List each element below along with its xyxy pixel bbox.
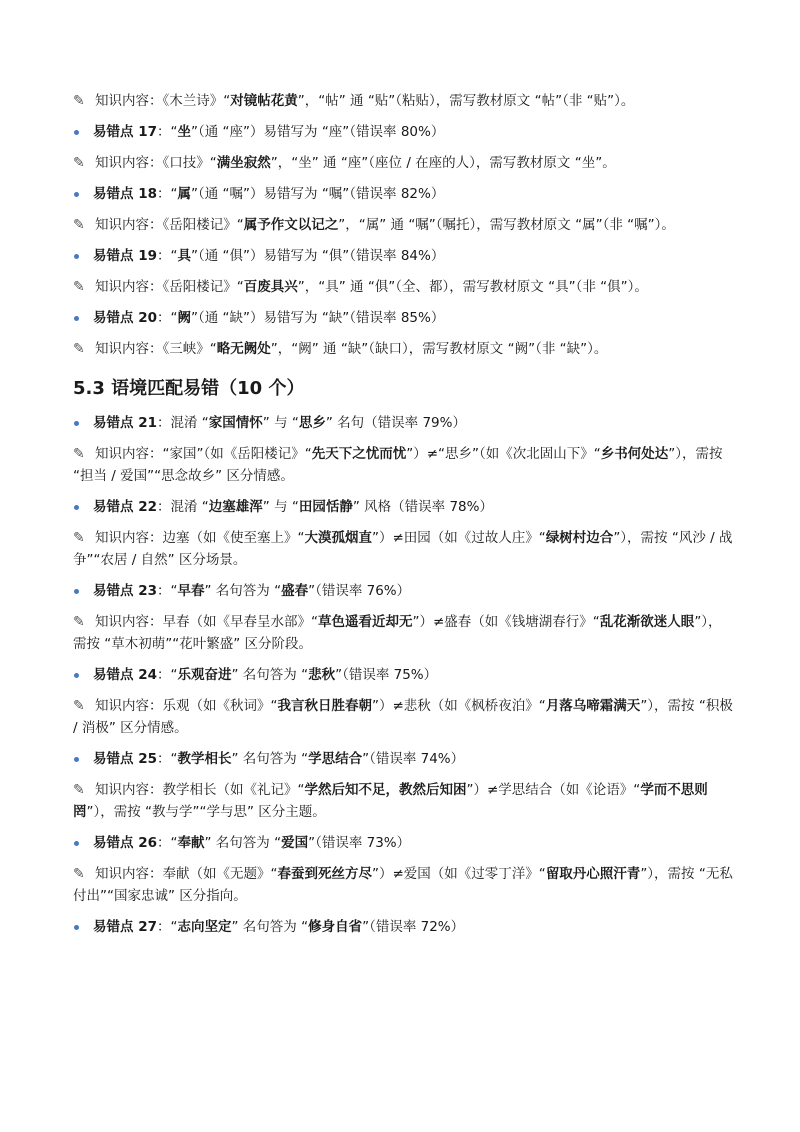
pencil-icon: ✎ xyxy=(73,217,85,233)
text-run: ”），需按 “担当 / 爱国”“思念故乡” 区分情感。 xyxy=(73,446,723,484)
bold-text: 坐 xyxy=(177,124,191,140)
bold-text: 满坐寂然 xyxy=(216,155,271,171)
bold-text: 教学相长 xyxy=(177,751,232,767)
bold-text: 易错点 23 xyxy=(93,583,157,599)
text-run: 知识内容：奉献（如《无题》“ xyxy=(95,866,278,882)
error-point-item xyxy=(73,748,733,770)
text-run: ：混淆 “ xyxy=(157,415,209,431)
text-run: ：“ xyxy=(157,835,178,851)
bold-text: 易错点 19 xyxy=(93,248,157,264)
knowledge-note xyxy=(73,276,733,298)
error-point-item xyxy=(73,916,733,938)
knowledge-note xyxy=(73,338,733,360)
text-run: 知识内容：《岳阳楼记》“ xyxy=(95,279,244,295)
bullet-dot-icon xyxy=(74,673,79,678)
bullet-dot-icon xyxy=(74,254,79,259)
bold-text: 属 xyxy=(177,186,191,202)
bold-text: 月落乌啼霜满天 xyxy=(545,698,641,714)
error-point-item xyxy=(73,580,733,602)
bold-text: 易错点 22 xyxy=(93,499,157,515)
bold-text: 乱花渐欲迷人眼 xyxy=(599,614,695,630)
bold-text: 易错点 25 xyxy=(93,751,157,767)
text-run: ” 与 “ xyxy=(262,415,299,431)
bullet-dot-icon xyxy=(74,316,79,321)
knowledge-note xyxy=(73,152,733,174)
bold-text: 阙 xyxy=(177,310,191,326)
text-run: ”），需按 “积极 / 消极” 区分情感。 xyxy=(73,698,733,736)
bullet-dot-icon xyxy=(74,841,79,846)
bold-text: 易错点 27 xyxy=(93,919,157,935)
bold-text: 乡书何处达 xyxy=(600,446,669,462)
text-run: ” 风格（错误率 78%） xyxy=(352,499,493,515)
error-point-item xyxy=(73,121,733,143)
knowledge-note xyxy=(73,863,733,907)
text-run: ”）≠爱国（如《过零丁洋》“ xyxy=(372,866,546,882)
text-run: ：“ xyxy=(157,583,178,599)
text-run: ” 名句答为 “ xyxy=(204,583,282,599)
text-run: ”）≠学思结合（如《论语》“ xyxy=(466,782,641,798)
text-run: ”（错误率 74%） xyxy=(362,751,465,767)
bold-text: 我言秋日胜春朝 xyxy=(277,698,372,714)
text-run: ”，“具” 通 “俱”（全、都），需写教材原文 “具”（非 “俱”）。 xyxy=(297,279,648,295)
bullet-dot-icon xyxy=(74,421,79,426)
text-run: 知识内容：《岳阳楼记》“ xyxy=(95,217,244,233)
bold-text: 学而不思则罔 xyxy=(73,782,708,820)
bullet-dot-icon xyxy=(74,589,79,594)
bullet-dot-icon xyxy=(74,925,79,930)
text-run: ”（通 “座”）易错写为 “座”（错误率 80%） xyxy=(191,124,445,140)
text-run: ”（错误率 75%） xyxy=(335,667,438,683)
pencil-icon: ✎ xyxy=(73,279,85,295)
error-point-item xyxy=(73,832,733,854)
bold-text: 易错点 18 xyxy=(93,186,157,202)
text-run: ”，“阙” 通 “缺”（缺口），需写教材原文 “阙”（非 “缺”）。 xyxy=(270,341,608,357)
text-run: 知识内容：边塞（如《使至塞上》“ xyxy=(95,530,305,546)
bold-text: 悲秋 xyxy=(308,667,336,683)
error-point-item xyxy=(73,496,733,518)
bold-text: 学思结合 xyxy=(308,751,363,767)
text-run: ”），需按 “无私付出”“国家忠诚” 区分指向。 xyxy=(73,866,733,904)
text-run: ”，“帖” 通 “贴”（粘贴），需写教材原文 “帖”（非 “贴”）。 xyxy=(297,93,635,109)
bullet-dot-icon xyxy=(74,505,79,510)
bold-text: 学然后知不足，教然后知困 xyxy=(304,782,467,798)
pencil-icon: ✎ xyxy=(73,866,85,882)
pencil-icon: ✎ xyxy=(73,155,85,171)
text-run: ”（错误率 72%） xyxy=(362,919,465,935)
pencil-icon: ✎ xyxy=(73,341,85,357)
bold-text: 盛春 xyxy=(281,583,309,599)
text-run: ” 名句答为 “ xyxy=(231,751,309,767)
knowledge-note xyxy=(73,90,733,112)
knowledge-note xyxy=(73,611,733,655)
bold-text: 易错点 20 xyxy=(93,310,157,326)
text-run: 知识内容：早春（如《早春呈水部》“ xyxy=(95,614,318,630)
bold-text: 奉献 xyxy=(177,835,205,851)
text-run: ：“ xyxy=(157,124,178,140)
bold-text: 易错点 26 xyxy=(93,835,157,851)
bold-text: 属予作文以记之 xyxy=(243,217,339,233)
text-run: ” 与 “ xyxy=(262,499,299,515)
bullet-dot-icon xyxy=(74,192,79,197)
pencil-icon: ✎ xyxy=(73,446,85,462)
text-run: ”）≠盛春（如《钱塘湖春行》“ xyxy=(412,614,600,630)
knowledge-note xyxy=(73,779,733,823)
bold-text: 先天下之忧而忧 xyxy=(311,446,407,462)
section-heading xyxy=(73,376,733,402)
text-run: ”（通 “嘱”）易错写为 “嘱”（错误率 82%） xyxy=(191,186,445,202)
text-run: ”）≠田园（如《过故人庄》“ xyxy=(372,530,546,546)
pencil-icon: ✎ xyxy=(73,614,85,630)
bold-text: 思乡 xyxy=(298,415,326,431)
error-point-item xyxy=(73,183,733,205)
pencil-icon: ✎ xyxy=(73,93,85,109)
error-point-item xyxy=(73,412,733,434)
text-run: 知识内容：《口技》“ xyxy=(95,155,217,171)
text-run: ：“ xyxy=(157,919,178,935)
text-run: ：混淆 “ xyxy=(157,499,209,515)
bold-text: 边塞雄浑 xyxy=(208,499,263,515)
bold-text: 易错点 24 xyxy=(93,667,157,683)
bold-text: 草色遥看近却无 xyxy=(318,614,413,630)
text-run: ”），需按 “风沙 / 战争”“农居 / 自然” 区分场景。 xyxy=(73,530,733,568)
knowledge-note xyxy=(73,214,733,236)
bold-text: 百废具兴 xyxy=(243,279,298,295)
pencil-icon: ✎ xyxy=(73,782,85,798)
knowledge-note xyxy=(73,695,733,739)
text-run: 知识内容：“家国”（如《岳阳楼记》“ xyxy=(95,446,312,462)
bold-text: 爱国 xyxy=(281,835,309,851)
text-run: ”（通 “缺”）易错写为 “缺”（错误率 85%） xyxy=(191,310,445,326)
document-content xyxy=(73,90,733,947)
text-run: ”）≠悲秋（如《枫桥夜泊》“ xyxy=(372,698,546,714)
bold-text: 修身自省 xyxy=(308,919,363,935)
text-run: ：“ xyxy=(157,751,178,767)
text-run: ” 名句答为 “ xyxy=(231,667,309,683)
text-run: ”（通 “俱”）易错写为 “俱”（错误率 84%） xyxy=(191,248,445,264)
knowledge-note xyxy=(73,443,733,487)
pencil-icon: ✎ xyxy=(73,698,85,714)
bold-text: 志向坚定 xyxy=(177,919,232,935)
text-run: ”），需按 “草木初萌”“花叶繁盛” 区分阶段。 xyxy=(73,614,722,652)
text-run: ：“ xyxy=(157,186,178,202)
bold-text: 易错点 17 xyxy=(93,124,157,140)
error-point-item xyxy=(73,245,733,267)
bold-text: 乐观奋进 xyxy=(177,667,232,683)
bold-text: 具 xyxy=(177,248,191,264)
bullet-dot-icon xyxy=(74,757,79,762)
text-run: 知识内容：《木兰诗》“ xyxy=(95,93,231,109)
text-run: 5.3 语境匹配易错（10 个） xyxy=(73,378,305,399)
bold-text: 留取丹心照汗青 xyxy=(545,866,641,882)
text-run: ：“ xyxy=(157,248,178,264)
knowledge-note xyxy=(73,527,733,571)
text-run: ” 名句答为 “ xyxy=(231,919,309,935)
error-point-item xyxy=(73,307,733,329)
text-run: ：“ xyxy=(157,310,178,326)
text-run: 知识内容：《三峡》“ xyxy=(95,341,217,357)
text-run: ”，“坐” 通 “座”（座位 / 在座的人），需写教材原文 “坐”。 xyxy=(270,155,616,171)
text-run: ：“ xyxy=(157,667,178,683)
text-run: ”，“属” 通 “嘱”（嘱托），需写教材原文 “属”（非 “嘱”）。 xyxy=(338,217,675,233)
text-run: ” 名句答为 “ xyxy=(204,835,282,851)
bold-text: 绿树村边合 xyxy=(545,530,614,546)
bold-text: 大漠孤烟直 xyxy=(304,530,372,546)
bold-text: 家国情怀 xyxy=(208,415,263,431)
error-point-item xyxy=(73,664,733,686)
bold-text: 春蚕到死丝方尽 xyxy=(277,866,372,882)
bold-text: 易错点 21 xyxy=(93,415,157,431)
bold-text: 田园恬静 xyxy=(298,499,353,515)
text-run: 知识内容：教学相长（如《礼记》“ xyxy=(95,782,305,798)
pencil-icon: ✎ xyxy=(73,530,85,546)
bold-text: 对镜帖花黄 xyxy=(230,93,298,109)
bold-text: 略无阙处 xyxy=(216,341,271,357)
text-run: ”（错误率 73%） xyxy=(308,835,411,851)
text-run: ” 名句（错误率 79%） xyxy=(325,415,466,431)
bold-text: 早春 xyxy=(177,583,205,599)
text-run: ”）≠“思乡”（如《次北固山下》“ xyxy=(406,446,601,462)
text-run: 知识内容：乐观（如《秋词》“ xyxy=(95,698,278,714)
bullet-dot-icon xyxy=(74,130,79,135)
text-run: ”（错误率 76%） xyxy=(308,583,411,599)
text-run: ”），需按 “教与学”“学与思” 区分主题。 xyxy=(86,804,326,820)
